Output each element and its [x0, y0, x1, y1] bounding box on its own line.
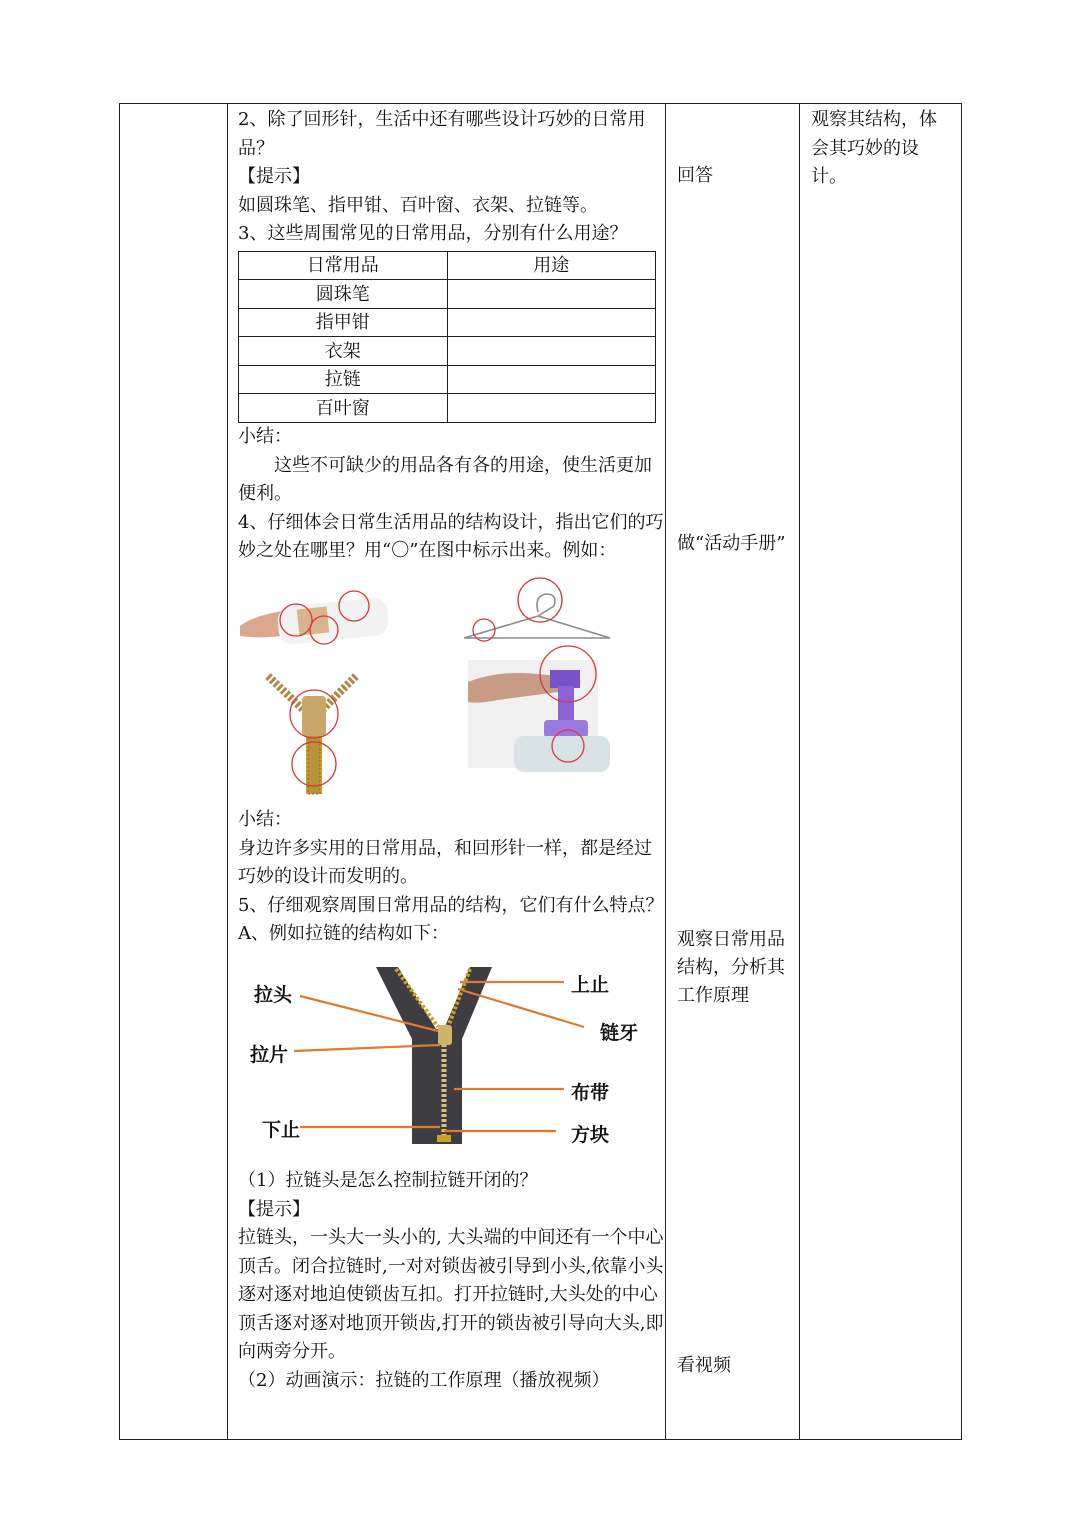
activity-answer: 回答	[677, 165, 713, 186]
teaching-content-column	[238, 104, 666, 1396]
hint-text: 如圆珠笔、指甲钳、百叶窗、衣架、拉链等。	[238, 194, 598, 216]
zipper-structure-diagram	[238, 959, 666, 1164]
table-cell-blank	[447, 394, 656, 423]
table-row	[239, 308, 656, 337]
bandage-image	[240, 596, 390, 645]
table-cell-item: 指甲钳	[239, 308, 448, 337]
table-cell-item: 圆珠笔	[239, 280, 448, 309]
lesson-table	[119, 103, 962, 1440]
table-header-usage: 用途	[447, 251, 656, 280]
summary-text: 身边许多实用的日常用品，和回形针一样，都是经过巧妙的设计而发明的。	[238, 837, 652, 888]
table-row	[239, 280, 656, 309]
table-header-item: 日常用品	[239, 251, 448, 280]
design-intent-column	[811, 104, 951, 192]
table-row	[239, 365, 656, 394]
table-cell-item: 衣架	[239, 337, 448, 366]
pump-bottle-image	[468, 660, 610, 772]
summary-label: 小结：	[238, 425, 292, 447]
table-cell-blank	[447, 365, 656, 394]
table-row	[239, 394, 656, 423]
label-teeth: 链牙	[600, 1021, 639, 1044]
hint-label: 【提示】	[238, 166, 310, 188]
question-3: 3、这些周围常见的日常用品，分别有什么用途？	[238, 223, 628, 245]
label-tape: 布带	[571, 1081, 610, 1104]
table-cell-blank	[447, 280, 656, 309]
summary-text: 这些不可缺少的用品各有各的用途，使生活更加便利。	[238, 454, 652, 505]
hint-text: 拉链头，一头大一头小的, 大头端的中间还有一个中心顶舌。闭合拉链时,一对对锁齿被引导到小头,依靠小头逐对逐对地迫使锁齿互扣。打开拉链时,大头处的中心顶舌逐对逐对地顶开锁齿,打开的锁齿被引导向大头,即向两旁分开。	[238, 1227, 664, 1363]
hanger-image	[464, 594, 610, 638]
zipper-image	[268, 676, 356, 794]
usage-table	[238, 251, 656, 423]
question-5a: A、例如拉链的结构如下：	[238, 923, 449, 945]
label-pull-tab: 拉片	[250, 1043, 289, 1066]
table-cell-blank	[447, 308, 656, 337]
column-divider-1	[227, 104, 228, 1439]
table-cell-item: 拉链	[239, 365, 448, 394]
table-cell-blank	[447, 337, 656, 366]
table-header-row	[239, 251, 656, 280]
table-cell-item: 百叶窗	[239, 394, 448, 423]
question-4: 4、仔细体会日常生活用品的结构设计，指出它们的巧妙之处在哪里？用“〇”在图中标示出来。例如：	[238, 511, 664, 562]
column-divider-3	[799, 104, 800, 1439]
label-box: 方块	[571, 1123, 610, 1146]
table-row	[239, 337, 656, 366]
hint-label: 【提示】	[238, 1198, 310, 1220]
activity-observe: 观察日常用品结构，分析其工作原理	[677, 929, 785, 1006]
summary-label: 小结：	[238, 808, 292, 830]
question-5a-2: （2）动画演示：拉链的工作原理（播放视频）	[238, 1370, 610, 1392]
question-2: 2、除了回形针，生活中还有哪些设计巧妙的日常用品？	[238, 109, 646, 159]
activity-handbook: 做“活动手册”	[677, 533, 786, 554]
example-images	[238, 574, 666, 806]
question-5a-1: （1）拉链头是怎么控制拉链开闭的？	[238, 1169, 538, 1191]
design-intent-text: 观察其结构，体会其巧妙的设计。	[811, 109, 937, 187]
label-top-stop: 上止	[571, 973, 610, 996]
question-5: 5、仔细观察周围日常用品的结构，它们有什么特点？	[238, 894, 664, 916]
daily-items-illustration	[238, 574, 666, 806]
label-bottom-stop: 下止	[262, 1118, 301, 1141]
activity-video: 看视频	[677, 1355, 731, 1376]
label-pull-head: 拉头	[254, 983, 293, 1006]
